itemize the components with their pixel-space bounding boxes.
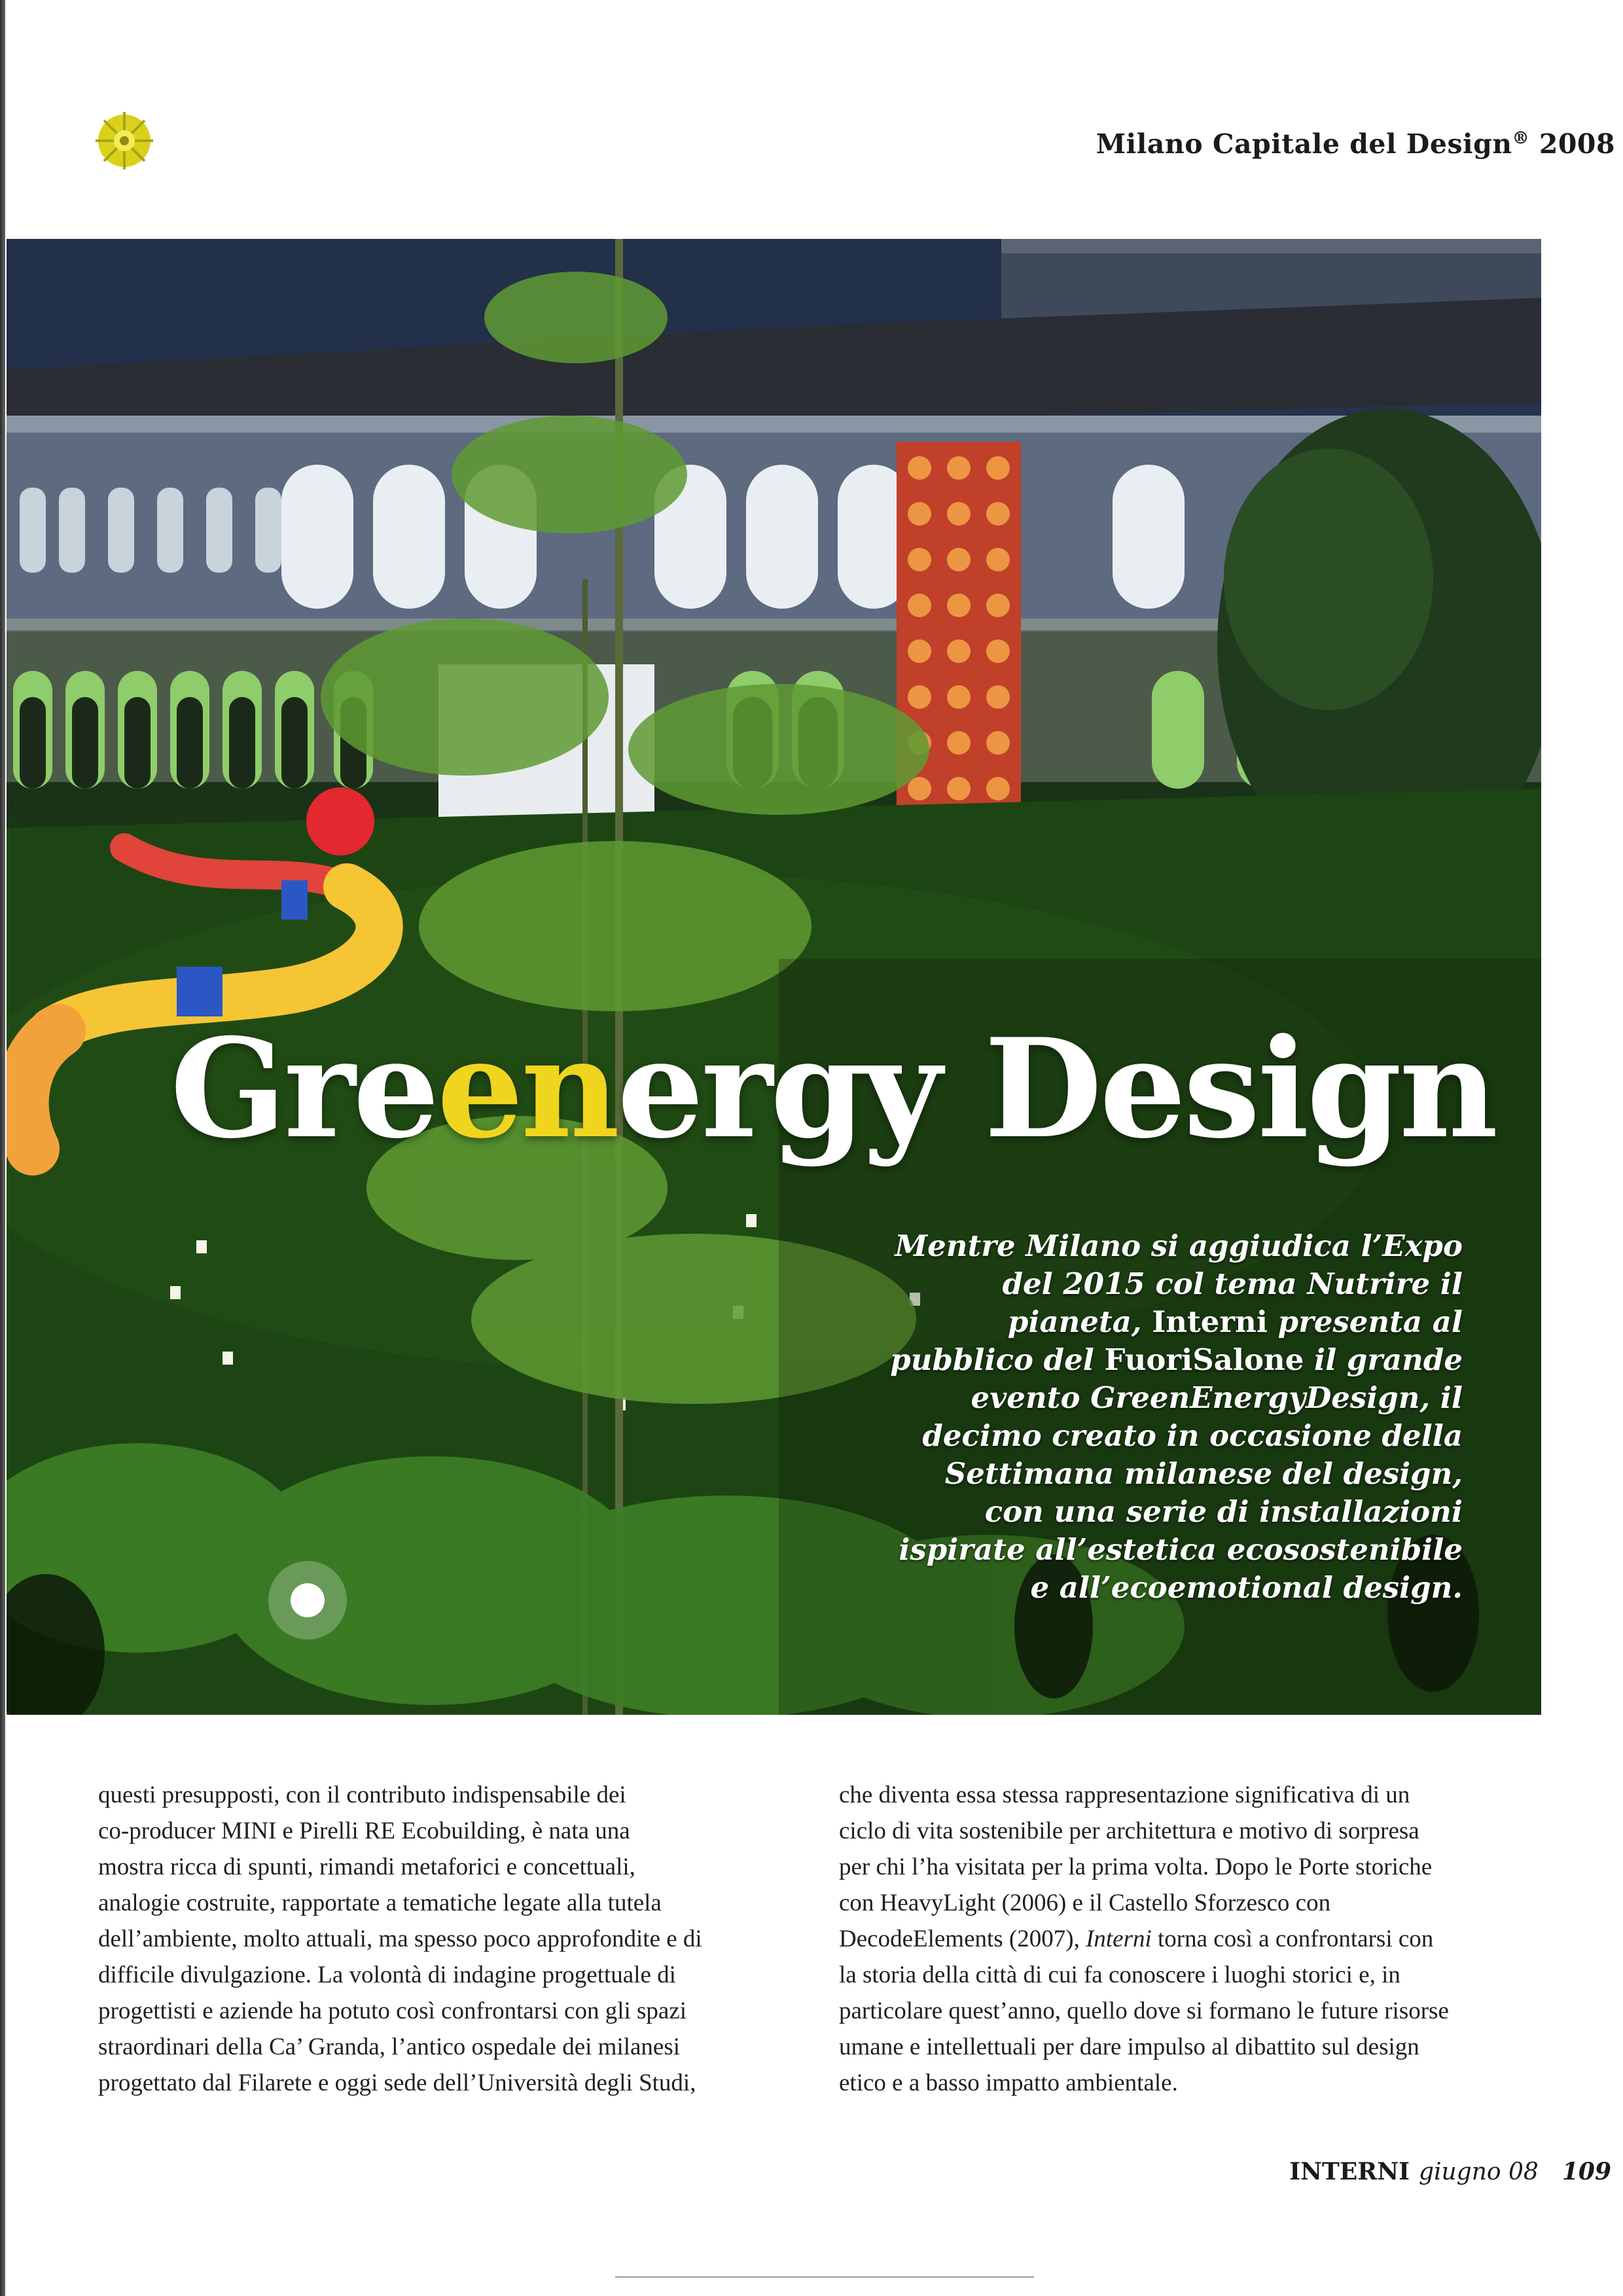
body-line: dell’ambiente, molto attuali, ma spesso poco approfondite e di [98, 1926, 702, 1952]
sun-emblem-icon [92, 108, 157, 173]
lead-line: con una serie di installazioni [984, 1494, 1463, 1529]
lead-line: Mentre Milano si aggiudica l’Expo [895, 1229, 1463, 1263]
body-fragment: torna così a confrontarsi con [1158, 1926, 1434, 1952]
title-part-3: ergy Design [617, 1009, 1496, 1169]
body-line: progettisti e aziende ha potuto così confrontarsi con gli spazi [98, 1998, 687, 2024]
body-fragment: DecodeElements (2007), [839, 1926, 1080, 1952]
title-accent: en [437, 1009, 618, 1169]
body-line: la storia della città di cui fa conoscere i luoghi storici e, in [839, 1962, 1400, 1988]
body-line: straordinari della Ca’ Granda, l’antico ospedale dei milanesi [98, 2034, 681, 2060]
body-column-right [839, 1777, 1541, 2101]
registered-mark: ® [1512, 128, 1530, 149]
body-line: difficile divulgazione. La volontà di indagine progettuale di [98, 1962, 676, 1988]
body-line: per chi l’ha visitata per la prima volta. Dopo le Porte storiche [839, 1854, 1433, 1880]
body-line: con HeavyLight (2006) e il Castello Sforzesco con [839, 1890, 1331, 1916]
header-year: 2008 [1539, 128, 1615, 160]
body-line: mostra ricca di spunti, rimandi metaforici e concettuali, [98, 1854, 635, 1880]
page-footer [995, 2158, 1623, 2185]
running-header [1096, 128, 1615, 160]
lead-line: decimo creato in occasione della [922, 1418, 1463, 1453]
body-line: umane e intellettuali per dare impulso al dibattito sul design [839, 2034, 1419, 2060]
lead-line [808, 1303, 1463, 1341]
body-line: co-producer MINI e Pirelli RE Ecobuilding, è nata una [98, 1818, 630, 1844]
body-line: progettato dal Filarete e oggi sede dell’Università degli Studi, [98, 2070, 696, 2096]
body-line: analogie costruite, rapportate a tematiche legate alla tutela [98, 1890, 662, 1916]
lead-line: evento GreenEnergyDesign, il [971, 1380, 1463, 1415]
lead-line: ispirate all’estetica ecosostenibile [899, 1532, 1463, 1567]
body-line [839, 1921, 1541, 1957]
lead-fragment: presenta al [1277, 1304, 1463, 1339]
body-column-left [98, 1777, 805, 2101]
page-edge [0, 0, 5, 2296]
bottom-rule [615, 2276, 1034, 2278]
lead-paragraph [808, 1227, 1463, 1607]
body-line: particolare quest’anno, quello dove si formano le future risorse [839, 1998, 1449, 2024]
body-line: ciclo di vita sostenibile per architettura e motivo di sorpresa [839, 1818, 1419, 1844]
lead-line: e all’ecoemotional design. [1030, 1570, 1463, 1605]
hero-photo [7, 239, 1541, 1715]
lead-line: del 2015 col tema Nutrire il [1002, 1266, 1463, 1301]
body-line: che diventa essa stessa rappresentazione significativa di un [839, 1782, 1410, 1808]
header-title-text: Milano Capitale del Design [1096, 128, 1512, 160]
body-line: questi presupposti, con il contributo indispensabile dei [98, 1782, 626, 1808]
magazine-name: INTERNI [1289, 2158, 1410, 2185]
title-part-1: Gre [170, 1009, 437, 1169]
lead-fragment: pianeta, [1007, 1304, 1142, 1339]
body-line: etico e a basso impatto ambientale. [839, 2070, 1178, 2096]
lead-interni: Interni [1152, 1304, 1268, 1339]
article-title [170, 1009, 1496, 1169]
lead-fuorisalone: FuoriSalone [1104, 1342, 1304, 1377]
issue-date: giugno 08 [1418, 2159, 1539, 2185]
body-interni: Interni [1086, 1926, 1152, 1952]
lead-fragment: pubblico del [890, 1342, 1094, 1377]
page-number: 109 [1561, 2158, 1611, 2185]
lead-line: Settimana milanese del design, [944, 1456, 1463, 1491]
lead-fragment: il grande [1314, 1342, 1463, 1377]
lead-line [808, 1341, 1463, 1379]
